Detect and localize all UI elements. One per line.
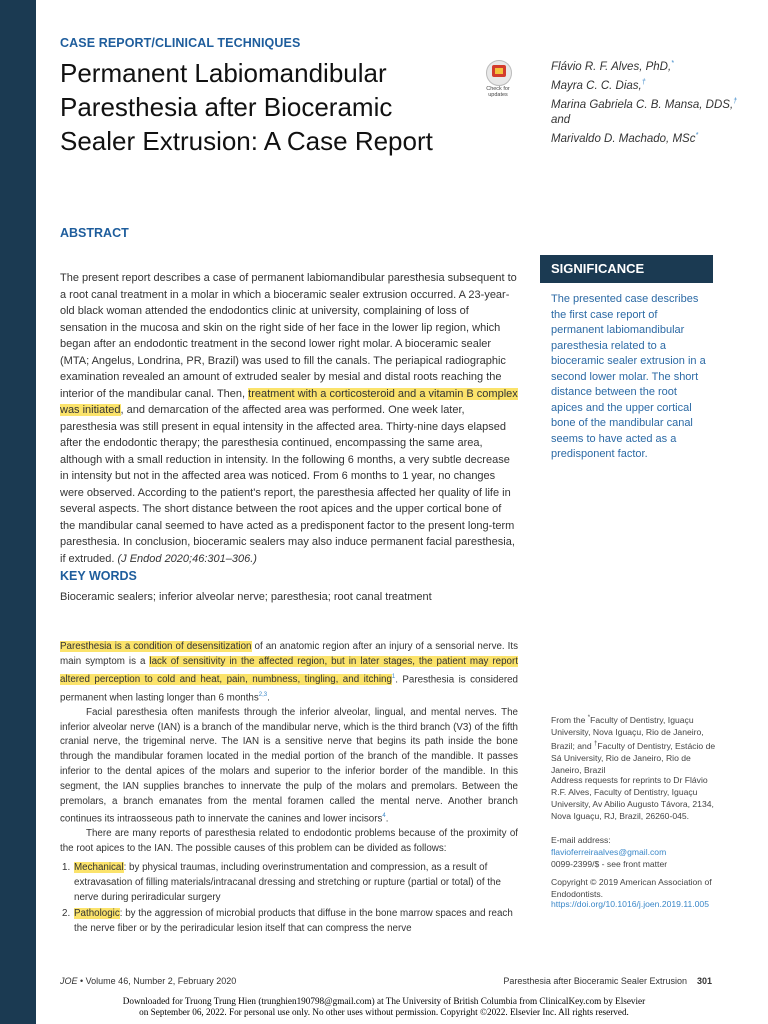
highlighted-text: Mechanical bbox=[74, 861, 124, 873]
abstract-heading: ABSTRACT bbox=[60, 226, 129, 240]
paragraph: There are many reports of paresthesia related to endodontic problems because of the proximity of the root apices to the IAN. The possible causes of this problem can be divided as follows: bbox=[60, 828, 518, 855]
check-for-updates-badge[interactable] bbox=[478, 60, 518, 102]
significance-text: The presented case describes the first case report of permanent labiomandibular paresthesia related to a bioceramic sealer extrusion in a second lower molar. The short distance between the root apices and the upper cortical bone of the mandibular canal seems to have acted as a predisponent factor. bbox=[551, 293, 706, 460]
running-title: Paresthesia after Bioceramic Sealer Extrusion 301 bbox=[503, 976, 712, 986]
email-line: E-mail address: flavioferreiraalves@gmail.com bbox=[551, 835, 667, 857]
page-number: 301 bbox=[696, 976, 712, 986]
reference-link: 1 bbox=[391, 673, 396, 680]
author-list bbox=[551, 56, 751, 147]
highlighted-text: Paresthesia is a condition of desensitization bbox=[60, 641, 252, 652]
keywords-heading: KEY WORDS bbox=[60, 569, 137, 583]
doi-line bbox=[551, 898, 721, 910]
author: Marina Gabriela C. B. Mansa, DDS,† and bbox=[551, 97, 738, 127]
article-title: Permanent Labiomandibular Paresthesia after Bioceramic Sealer Extrusion: A Case Report bbox=[60, 58, 433, 156]
paragraph: Paresthesia is a condition of desensitization of an anatomic region after an injury of a sensorial nerve. Its main symptom is a lack of sensitivity in the affected region, but in later stages, the patient may report altered perception to cold and heat, pain, numbness, tingling, and itching$^1$. Paresthesia is considered permanent when lasting longer than 6 months$^{2,3}$. bbox=[60, 641, 519, 703]
check-for-updates-icon bbox=[486, 60, 512, 86]
highlighted-text: treatment with a corticosteroid and a vitamin B complex was initiated bbox=[60, 387, 518, 416]
cause-list bbox=[60, 861, 518, 937]
doi-link[interactable]: https://doi.org/10.1016/j.joen.2019.11.005 bbox=[551, 899, 709, 909]
badge-label: Check for updates bbox=[486, 86, 510, 98]
highlighted-text: Pathologic bbox=[74, 908, 120, 920]
reference-link: 2,3 bbox=[258, 691, 268, 698]
left-margin-bar bbox=[0, 0, 36, 1024]
list-item: 2. Pathologic: by the aggression of microbial products that diffuse in the bone marrow spaces and reach the nerve fiber or by the periradicular lesion itself that can compress the nerve bbox=[62, 908, 513, 935]
abstract-text: The present report describes a case of permanent labiomandibular paresthesia subsequent to a root canal treatment in a molar in which a bioceramic sealer extrusion occurred. A 23-year-old black woman attended the endodontics clinic at university, complaining of loss of sensation in the mucosa and skin on the right side of her face in the lower lip region, which began after an endodontic treatment in the second lower right molar. A bioceramic sealer (MTA; Angelus, Londrina, PR, Brazil) was used to fill the canals. The periapical radiographic examination revealed an amount of extruded sealer by mesial and distal roots reaching the interior of the mandibular canal. Then, treatment with a corticosteroid and a vitamin B complex was initiated, and demarcation of the affected area was performed. One week later, paresthesia was still present in equal intensity in the affected area. Thirty-nine days elapsed after the endodontic therapy; the paresthesia continued, encompassing the same area, although with a small reduction in intensity. In the following 6 months, a very subtle decrease in intensity but not in the affected area was noticed. From 6 months to 1 year, no changes were observed. According to the patient's report, the paresthesia affected her quality of life in several aspects. The short distance between the root apices and the upper cortical bone of the mandibular canal seemed to have acted as a predisponent factor to the present long-term paresthesia. In conclusion, bioceramic sealers may also induce permanent facial paresthesia, if extruded. (J Endod 2020;46:301–306.) bbox=[60, 272, 518, 565]
abstract-citation: (J Endod 2020;46:301–306.) bbox=[117, 552, 257, 565]
keywords-text: Bioceramic sealers; inferior alveolar nerve; paresthesia; root canal treatment bbox=[60, 591, 432, 603]
issn-line: 0099-2399/$ - see front matter bbox=[551, 859, 668, 869]
journal-info: JOE • Volume 46, Number 2, February 2020 bbox=[60, 976, 237, 986]
significance-heading: SIGNIFICANCE bbox=[540, 255, 713, 283]
section-label: CASE REPORT/CLINICAL TECHNIQUES bbox=[60, 36, 301, 50]
copyright-line: Copyright © 2019 American Association of Endodontists. bbox=[551, 877, 712, 899]
affiliations: From the *Faculty of Dentistry, Iguaçu University, Nova Iguaçu, Rio de Janeiro, Brazil; and †Faculty of Dentistry, Estácio de Sá University, Rio de Janeiro, Rio de Janeiro, Brazil bbox=[551, 714, 716, 775]
paragraph: Facial paresthesia often manifests through the inferior alveolar, lingual, and mental nerves. The inferior alveolar nerve (IAN) is a branch of the mandibular nerve, which is the third branch (V3) of the fifth cranial nerve, the trigeminal nerve. The IAN is a sensitive nerve that begins its path inside the bone through the mandibular foramen located in the medial portion of the branch of the mandible. It passes inferior to the dental apices of the molars and superior to the inferior border of the mandible. In this segment, the IAN supplies branches to innervate the pulp of the molars and premolars. Between the premolars, a branch emanates from the mental foramen called the mental nerve. Another branch continues its intraosseous path to innervate the canines and lower incisors$^4$. bbox=[60, 706, 518, 825]
download-notice: Downloaded for Truong Trung Hien (trunghien190798@gmail.com) at The University of British Columbia from ClinicalKey.com by Elsevier on September 06, 2022. For personal use only. No other uses without permission. Copyright ©2022. Elsevier Inc. All rights reserved. bbox=[122, 996, 646, 1017]
author: Mayra C. C. Dias,† bbox=[551, 78, 646, 92]
author: Flávio R. F. Alves, PhD,* bbox=[551, 60, 674, 73]
highlighted-text: lack of sensitivity in the affected region, but in later stages, the patient may report altered perception to cold and heat, pain, numbness, tingling, and itching bbox=[60, 655, 518, 685]
reference-link: 4 bbox=[382, 813, 386, 820]
list-item: 1. Mechanical: by physical traumas, including overinstrumentation and compression, as a result of extravasation of filling materials/intracanal dressing and stretching or rupture (partial or total) of the nerve during periradicular surgery bbox=[62, 861, 501, 903]
email-link[interactable]: flavioferreiraalves@gmail.com bbox=[551, 847, 667, 857]
body-text bbox=[60, 640, 518, 939]
reprint-address: Address requests for reprints to Dr Flávio R.F. Alves, Faculty of Dentistry, Iguaçu University, Av Abilio Augusto Távora, 2134, Nova Iguaçu, RJ, Brazil, 26260-045. bbox=[551, 775, 714, 821]
author: Marivaldo D. Machado, MSc* bbox=[551, 132, 699, 146]
